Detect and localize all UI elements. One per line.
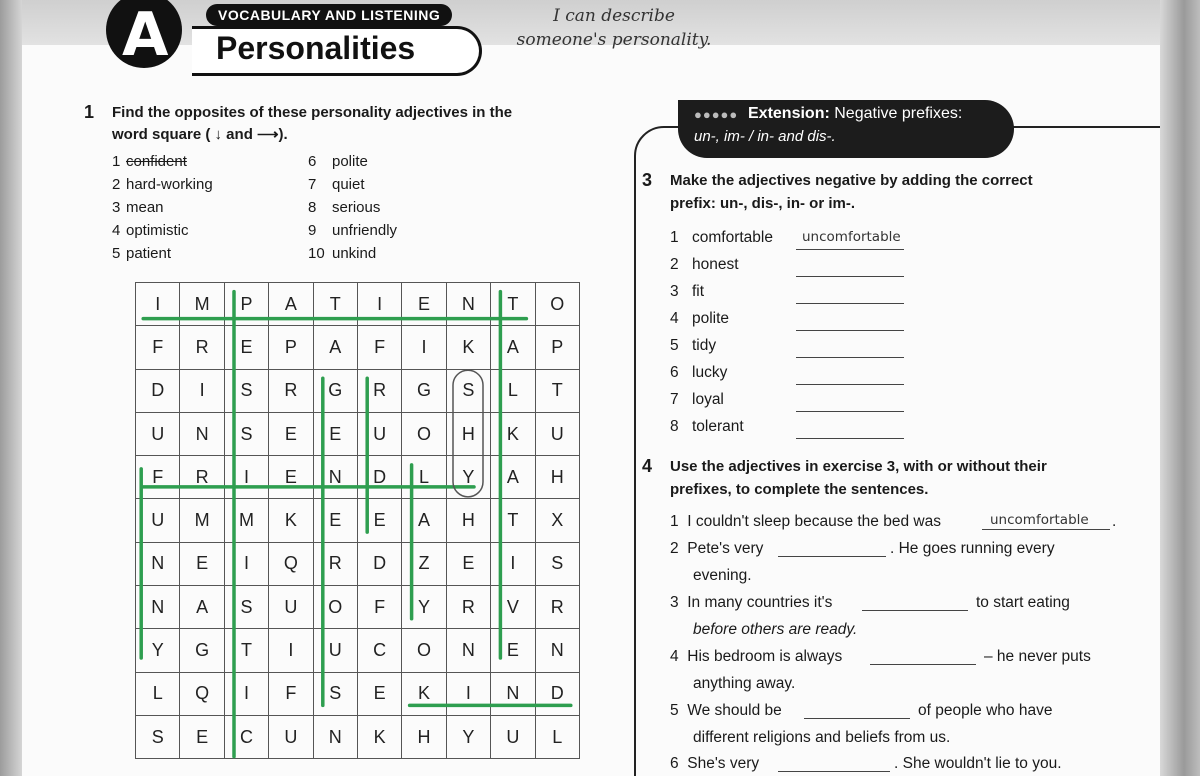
sentence-5-blank[interactable] <box>804 701 910 719</box>
ex3-item-number: 6 <box>670 364 679 381</box>
grid-cell-r1-c9[interactable]: T <box>491 283 535 326</box>
grid-cell-r9-c7[interactable]: O <box>402 629 446 672</box>
grid-cell-r8-c6[interactable]: F <box>358 586 402 629</box>
grid-cell-r4-c2[interactable]: N <box>180 413 224 456</box>
grid-cell-r8-c8[interactable]: R <box>447 586 491 629</box>
can-do-line-2: someone's personality. <box>516 30 712 50</box>
ex1-item-word: optimistic <box>126 222 189 239</box>
grid-cell-r7-c8[interactable]: E <box>447 543 491 586</box>
exercise-3-instruction-1: Make the adjectives negative by adding the correct <box>670 172 1033 189</box>
sentence-6-blank[interactable] <box>778 754 890 772</box>
sentence-2-line-2: evening. <box>693 567 752 584</box>
grid-cell-r4-c3[interactable]: S <box>225 413 269 456</box>
ex1-item-8 <box>308 198 380 218</box>
page-right-edge <box>1160 0 1200 776</box>
grid-cell-r7-c10[interactable]: S <box>536 543 580 586</box>
sentence-1-answer: uncomfortable <box>990 512 1089 528</box>
exercise-4-number: 4 <box>642 456 653 476</box>
grid-cell-r5-c10[interactable]: H <box>536 456 580 499</box>
ex1-item-4 <box>112 221 189 241</box>
grid-cell-r2-c6[interactable]: F <box>358 326 402 369</box>
ex3-item-2 <box>670 255 739 275</box>
sentence-3-cont: to start eating <box>976 594 1070 611</box>
grid-cell-r4-c8[interactable]: H <box>447 413 491 456</box>
grid-cell-r4-c1[interactable]: U <box>136 413 180 456</box>
grid-cell-r9-c2[interactable]: G <box>180 629 224 672</box>
grid-cell-r9-c3[interactable]: T <box>225 629 269 672</box>
grid-cell-r10-c1[interactable]: L <box>136 673 180 716</box>
ex3-item-4 <box>670 309 729 329</box>
page-title: Personalities <box>216 30 416 66</box>
grid-cell-r6-c10[interactable]: X <box>536 499 580 542</box>
page-left-edge <box>0 0 22 776</box>
ex3-item-word: lucky <box>692 364 728 381</box>
grid-cell-r8-c5[interactable]: O <box>314 586 358 629</box>
ex1-item-number: 1 <box>112 153 121 170</box>
grid-cell-r10-c3[interactable]: I <box>225 673 269 716</box>
grid-cell-r3-c7[interactable]: G <box>402 370 446 413</box>
grid-cell-r10-c7[interactable]: K <box>402 673 446 716</box>
sentence-5-text: We should be <box>687 702 782 719</box>
grid-cell-r10-c8[interactable]: I <box>447 673 491 716</box>
ex1-item-3 <box>112 198 164 218</box>
exercise-4-instruction-2: prefixes, to complete the sentences. <box>670 481 929 498</box>
grid-cell-r8-c9[interactable]: V <box>491 586 535 629</box>
grid-cell-r10-c5[interactable]: S <box>314 673 358 716</box>
can-do-line-1: I can describe <box>553 6 675 26</box>
ex1-item-word: confident <box>126 153 187 170</box>
grid-cell-r11-c9[interactable]: U <box>491 716 535 759</box>
grid-cell-r1-c4[interactable]: A <box>269 283 313 326</box>
exercise-1-instruction-2: word square ( ↓ and ⟶). <box>112 126 288 143</box>
extension-header <box>678 100 1014 158</box>
sentence-2-cont: . He goes running every <box>890 540 1055 557</box>
grid-cell-r5-c7[interactable]: L <box>402 456 446 499</box>
sentence-6-number: 6 <box>670 755 679 772</box>
grid-cell-r6-c3[interactable]: M <box>225 499 269 542</box>
sentence-1-end: . <box>1112 513 1117 530</box>
ex3-item-word: tolerant <box>692 418 744 435</box>
grid-cell-r7-c7[interactable]: Z <box>402 543 446 586</box>
grid-cell-r5-c8[interactable]: Y <box>447 456 491 499</box>
sentence-1-text: I couldn't sleep because the bed was <box>687 513 941 530</box>
grid-cell-r5-c5[interactable]: N <box>314 456 358 499</box>
grid-cell-r7-c3[interactable]: I <box>225 543 269 586</box>
grid-cell-r7-c6[interactable]: D <box>358 543 402 586</box>
sentence-2 <box>670 535 763 562</box>
grid-cell-r7-c1[interactable]: N <box>136 543 180 586</box>
exercise-3-instruction-2: prefix: un-, dis-, in- or im-. <box>670 195 855 212</box>
ex1-item-word: patient <box>126 245 172 262</box>
grid-cell-r8-c4[interactable]: U <box>269 586 313 629</box>
sentence-4-text: His bedroom is always <box>687 648 843 665</box>
grid-cell-r5-c6[interactable]: D <box>358 456 402 499</box>
grid-cell-r9-c1[interactable]: Y <box>136 629 180 672</box>
grid-cell-r11-c2[interactable]: E <box>180 716 224 759</box>
ex3-item-8 <box>670 417 744 437</box>
grid-cell-r11-c3[interactable]: C <box>225 716 269 759</box>
ex3-item-word: polite <box>692 310 730 327</box>
grid-cell-r7-c5[interactable]: R <box>314 543 358 586</box>
grid-cell-r10-c4[interactable]: F <box>269 673 313 716</box>
grid-cell-r9-c10[interactable]: N <box>536 629 580 672</box>
grid-cell-r3-c2[interactable]: I <box>180 370 224 413</box>
extension-subtitle: un-, im- / in- and dis-. <box>694 128 836 145</box>
grid-cell-r1-c3[interactable]: P <box>225 283 269 326</box>
grid-cell-r8-c3[interactable]: S <box>225 586 269 629</box>
sentence-5-number: 5 <box>670 702 679 719</box>
grid-cell-r6-c5[interactable]: E <box>314 499 358 542</box>
sentence-4-number: 4 <box>670 648 679 665</box>
grid-cell-r2-c1[interactable]: F <box>136 326 180 369</box>
grid-cell-r6-c2[interactable]: M <box>180 499 224 542</box>
ex1-item-word: polite <box>332 153 368 170</box>
can-do-statement <box>514 4 714 52</box>
grid-cell-r10-c10[interactable]: D <box>536 673 580 716</box>
ex1-item-10 <box>308 244 376 264</box>
ex3-answer-text: uncomfortable <box>802 229 901 245</box>
extension-title-rest: Negative prefixes: <box>829 105 963 122</box>
ex3-answer-blank[interactable] <box>796 421 904 439</box>
grid-cell-r5-c9[interactable]: A <box>491 456 535 499</box>
grid-cell-r6-c6[interactable]: E <box>358 499 402 542</box>
grid-cell-r1-c2[interactable]: M <box>180 283 224 326</box>
ex3-item-3 <box>670 282 704 302</box>
ex3-item-number: 3 <box>670 283 679 300</box>
grid-cell-r10-c2[interactable]: Q <box>180 673 224 716</box>
ex3-answer-blank[interactable] <box>796 313 904 331</box>
grid-cell-r4-c4[interactable]: E <box>269 413 313 456</box>
grid-cell-r1-c1[interactable]: I <box>136 283 180 326</box>
grid-cell-r9-c5[interactable]: U <box>314 629 358 672</box>
exercise-1-instruction-1: Find the opposites of these personality adjectives in the <box>112 104 513 121</box>
ex1-item-number: 2 <box>112 176 121 193</box>
ex3-item-word: loyal <box>692 391 724 408</box>
grid-cell-r6-c8[interactable]: H <box>447 499 491 542</box>
section-tag: VOCABULARY AND LISTENING <box>206 4 452 26</box>
ex1-item-5 <box>112 244 171 264</box>
sentence-5-line-2: different religions and beliefs from us. <box>693 729 951 746</box>
ex3-answer-blank[interactable] <box>796 340 904 358</box>
grid-cell-r11-c6[interactable]: K <box>358 716 402 759</box>
ex3-answer-blank[interactable] <box>796 286 904 304</box>
extension-title-bold: Extension: <box>748 105 830 122</box>
ex1-item-number: 7 <box>308 176 317 193</box>
ex3-item-5 <box>670 336 716 356</box>
ex3-item-number: 4 <box>670 310 679 327</box>
sentence-1-number: 1 <box>670 513 679 530</box>
ex1-item-word: quiet <box>332 176 365 193</box>
ex3-item-7 <box>670 390 724 410</box>
workbook-page <box>22 0 1160 776</box>
ex3-item-number: 2 <box>670 256 679 273</box>
sentence-5-cont: of people who have <box>918 702 1053 719</box>
exercise-4-instruction-1: Use the adjectives in exercise 3, with or without their <box>670 458 1047 475</box>
grid-cell-r4-c5[interactable]: E <box>314 413 358 456</box>
grid-cell-r9-c6[interactable]: C <box>358 629 402 672</box>
grid-cell-r1-c7[interactable]: E <box>402 283 446 326</box>
grid-cell-r2-c10[interactable]: P <box>536 326 580 369</box>
grid-cell-r8-c10[interactable]: R <box>536 586 580 629</box>
grid-cell-r11-c4[interactable]: U <box>269 716 313 759</box>
ex1-item-number: 10 <box>308 245 325 262</box>
sentence-2-text: Pete's very <box>687 540 764 557</box>
grid-cell-r3-c10[interactable]: T <box>536 370 580 413</box>
grid-cell-r4-c9[interactable]: K <box>491 413 535 456</box>
grid-cell-r4-c6[interactable]: U <box>358 413 402 456</box>
ex1-item-9 <box>308 221 397 241</box>
grid-cell-r5-c2[interactable]: R <box>180 456 224 499</box>
ex3-item-number: 8 <box>670 418 679 435</box>
grid-cell-r5-c1[interactable]: F <box>136 456 180 499</box>
grid-cell-r5-c4[interactable]: E <box>269 456 313 499</box>
ex1-item-number: 5 <box>112 245 121 262</box>
ex1-item-number: 9 <box>308 222 317 239</box>
sentence-3-line-2: before others are ready. <box>693 621 858 638</box>
sentence-3-blank[interactable] <box>862 593 968 611</box>
grid-cell-r1-c6[interactable]: I <box>358 283 402 326</box>
grid-cell-r6-c7[interactable]: A <box>402 499 446 542</box>
ex3-item-number: 7 <box>670 391 679 408</box>
ex3-item-word: fit <box>692 283 705 300</box>
section-letter: A <box>122 0 169 70</box>
extension-title <box>748 105 962 123</box>
sentence-1 <box>670 508 941 535</box>
grid-cell-r2-c9[interactable]: A <box>491 326 535 369</box>
sentence-2-blank[interactable] <box>778 539 886 557</box>
sentence-2-number: 2 <box>670 540 679 557</box>
ex3-item-word: honest <box>692 256 739 273</box>
ex1-item-word: serious <box>332 199 381 216</box>
grid-cell-r8-c2[interactable]: A <box>180 586 224 629</box>
grid-cell-r5-c3[interactable]: I <box>225 456 269 499</box>
grid-cell-r9-c4[interactable]: I <box>269 629 313 672</box>
grid-cell-r9-c9[interactable]: E <box>491 629 535 672</box>
grid-cell-r9-c8[interactable]: N <box>447 629 491 672</box>
grid-cell-r10-c9[interactable]: N <box>491 673 535 716</box>
grid-cell-r6-c9[interactable]: T <box>491 499 535 542</box>
ex3-answer-blank[interactable] <box>796 367 904 385</box>
sentence-4-line-2: anything away. <box>693 675 796 692</box>
ex1-item-7 <box>308 175 365 195</box>
grid-cell-r2-c5[interactable]: A <box>314 326 358 369</box>
sentence-4-cont: – he never puts <box>984 648 1091 665</box>
ex1-item-number: 8 <box>308 199 317 216</box>
grid-cell-r1-c10[interactable]: O <box>536 283 580 326</box>
sentence-4-blank[interactable] <box>870 647 976 665</box>
grid-cell-r4-c10[interactable]: U <box>536 413 580 456</box>
grid-cell-r2-c8[interactable]: K <box>447 326 491 369</box>
grid-cell-r3-c6[interactable]: R <box>358 370 402 413</box>
grid-cell-r11-c1[interactable]: S <box>136 716 180 759</box>
grid-cell-r3-c5[interactable]: G <box>314 370 358 413</box>
ex1-item-word: unkind <box>332 245 377 262</box>
ex1-item-6 <box>308 152 368 172</box>
ex3-answer-blank[interactable] <box>796 259 904 277</box>
ex1-item-2 <box>112 175 213 195</box>
grid-cell-r2-c4[interactable]: P <box>269 326 313 369</box>
grid-cell-r3-c8[interactable]: S <box>447 370 491 413</box>
grid-cell-r11-c8[interactable]: Y <box>447 716 491 759</box>
extension-dots: ●●●●● <box>694 107 739 122</box>
ex3-item-word: tidy <box>692 337 717 354</box>
grid-cell-r1-c5[interactable]: T <box>314 283 358 326</box>
grid-cell-r11-c7[interactable]: H <box>402 716 446 759</box>
sentence-6 <box>670 750 759 776</box>
sentence-3 <box>670 589 832 616</box>
ex1-item-word: unfriendly <box>332 222 398 239</box>
sentence-6-text: She's very <box>687 755 760 772</box>
ex1-item-word: hard-working <box>126 176 213 193</box>
grid-cell-r11-c10[interactable]: L <box>536 716 580 759</box>
grid-cell-r7-c2[interactable]: E <box>180 543 224 586</box>
ex3-item-word: comfortable <box>692 229 773 246</box>
grid-cell-r3-c1[interactable]: D <box>136 370 180 413</box>
grid-cell-r2-c7[interactable]: I <box>402 326 446 369</box>
grid-cell-r11-c5[interactable]: N <box>314 716 358 759</box>
word-square <box>135 282 580 759</box>
ex1-item-number: 3 <box>112 199 121 216</box>
ex1-item-word: mean <box>126 199 164 216</box>
grid-cell-r3-c9[interactable]: L <box>491 370 535 413</box>
ex3-item-6 <box>670 363 727 383</box>
sentence-5 <box>670 697 782 724</box>
ex3-item-number: 1 <box>670 229 679 246</box>
sentence-3-text: In many countries it's <box>687 594 833 611</box>
grid-cell-r7-c4[interactable]: Q <box>269 543 313 586</box>
grid-cell-r2-c3[interactable]: E <box>225 326 269 369</box>
sentence-6-cont: . She wouldn't lie to you. <box>894 755 1062 772</box>
grid-cell-r10-c6[interactable]: E <box>358 673 402 716</box>
ex1-item-number: 4 <box>112 222 121 239</box>
ex3-item-1 <box>670 228 773 248</box>
sentence-3-number: 3 <box>670 594 679 611</box>
ex3-item-number: 5 <box>670 337 679 354</box>
grid-cell-r7-c9[interactable]: I <box>491 543 535 586</box>
grid-cell-r6-c1[interactable]: U <box>136 499 180 542</box>
ex3-answer-blank[interactable] <box>796 394 904 412</box>
exercise-1-number: 1 <box>84 102 95 122</box>
grid-cell-r8-c7[interactable]: Y <box>402 586 446 629</box>
grid-cell-r3-c4[interactable]: R <box>269 370 313 413</box>
grid-cell-r2-c2[interactable]: R <box>180 326 224 369</box>
grid-cell-r1-c8[interactable]: N <box>447 283 491 326</box>
ex1-item-1 <box>112 152 187 172</box>
grid-cell-r4-c7[interactable]: O <box>402 413 446 456</box>
grid-cell-r6-c4[interactable]: K <box>269 499 313 542</box>
ex1-item-number: 6 <box>308 153 317 170</box>
exercise-3-number: 3 <box>642 170 653 190</box>
grid-cell-r8-c1[interactable]: N <box>136 586 180 629</box>
sentence-4 <box>670 643 842 670</box>
grid-cell-r3-c3[interactable]: S <box>225 370 269 413</box>
